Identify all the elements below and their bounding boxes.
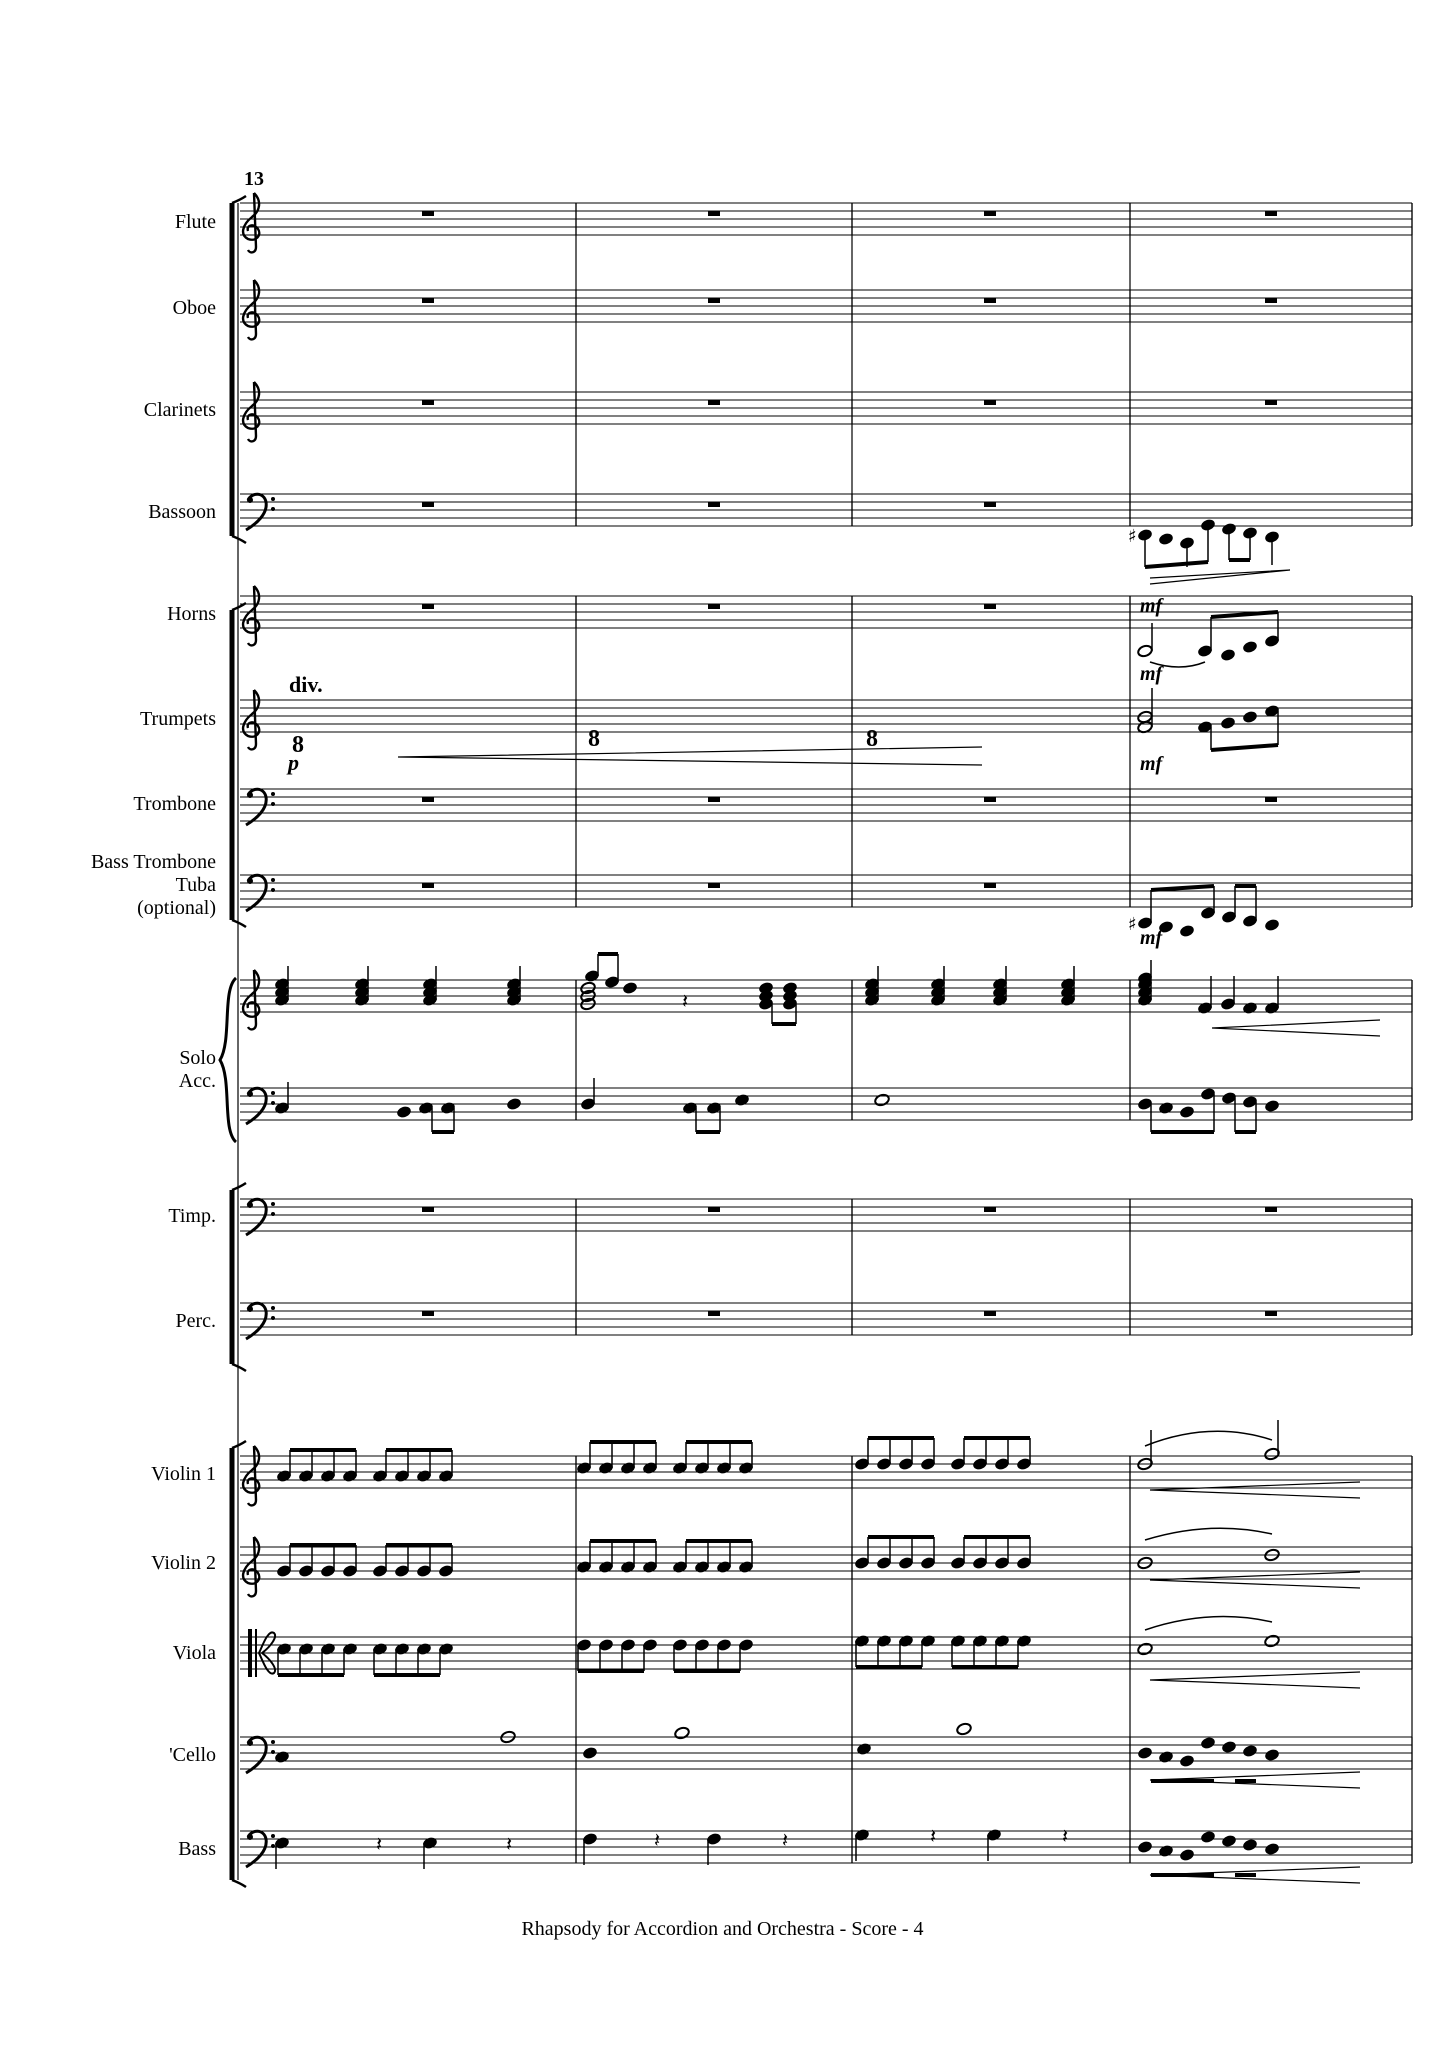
barlines (576, 203, 1412, 1863)
label-solo: Solo (179, 1047, 216, 1069)
label-clarinets: Clarinets (143, 399, 216, 421)
clef-icon (243, 193, 259, 252)
clef-icon (246, 875, 275, 911)
dynamic-mf-bassoon: mf (1140, 595, 1163, 617)
svg-text:𝄽: 𝄽 (506, 1832, 513, 1856)
svg-text:𝄽: 𝄽 (930, 1824, 937, 1848)
clef-icon (243, 1446, 259, 1505)
label-tuba: Tuba (175, 874, 216, 896)
label-cello: 'Cello (169, 1744, 216, 1766)
svg-text:𝄽: 𝄽 (376, 1832, 383, 1856)
staff-lines (240, 203, 1412, 1863)
svg-text:♯: ♯ (1128, 914, 1137, 935)
svg-text:𝄽: 𝄽 (1062, 1824, 1069, 1848)
svg-text:♯: ♯ (1128, 526, 1137, 547)
label-acc: Acc. (178, 1070, 216, 1092)
dynamic-mf-tuba: mf (1140, 927, 1163, 949)
clef-icon (243, 382, 259, 441)
strings-notes (274, 1420, 1360, 1883)
label-optional: (optional) (137, 897, 216, 919)
label-horns: Horns (167, 603, 216, 625)
clef-icon (243, 690, 259, 749)
label-bass: Bass (178, 1838, 216, 1860)
clef-icon (243, 280, 259, 339)
label-bass-trombone: Bass Trombone (90, 851, 216, 873)
svg-text:𝄽: 𝄽 (682, 989, 689, 1013)
trumpet-eight-2: 8 (588, 726, 600, 752)
svg-text:𝄽: 𝄽 (782, 1828, 789, 1852)
label-timp: Timp. (168, 1205, 216, 1227)
clef-icon (246, 1199, 275, 1235)
clef-icon (243, 970, 259, 1029)
clef-icon (246, 1737, 275, 1773)
clef-icon (243, 586, 259, 645)
system-brackets (220, 196, 246, 1887)
dynamic-p: p (288, 750, 299, 775)
clef-icon (246, 494, 275, 530)
clef-icon (246, 1831, 275, 1867)
dynamic-mf-trumpets: mf (1140, 753, 1163, 775)
label-flute: Flute (174, 211, 216, 233)
label-oboe: Oboe (172, 297, 216, 319)
div-marking: div. (289, 672, 323, 697)
label-trumpets: Trumpets (140, 708, 216, 730)
solo-accordion-notes (274, 954, 1380, 1132)
trumpet-eight-3: 8 (866, 726, 878, 752)
trumpet-decrescendo (398, 747, 982, 765)
label-trombone: Trombone (133, 793, 216, 815)
clefs (243, 193, 275, 1867)
label-perc: Perc. (175, 1310, 216, 1332)
page-footer: Rhapsody for Accordion and Orchestra - Score - 4 (521, 1918, 924, 1940)
clef-icon (243, 1537, 259, 1596)
label-violin1: Violin 1 (151, 1463, 216, 1485)
label-violin2: Violin 2 (151, 1552, 216, 1574)
measure-4-entries (1128, 518, 1290, 949)
label-bassoon: Bassoon (148, 501, 216, 523)
clef-icon (246, 789, 275, 825)
trumpet-eight-1: 8 (292, 732, 304, 758)
dynamic-mf-horns: mf (1140, 663, 1163, 685)
measure-number: 13 (244, 168, 264, 190)
label-viola: Viola (172, 1642, 216, 1664)
clef-icon (246, 1088, 275, 1124)
clef-icon (246, 1303, 275, 1339)
svg-text:𝄽: 𝄽 (654, 1828, 661, 1852)
